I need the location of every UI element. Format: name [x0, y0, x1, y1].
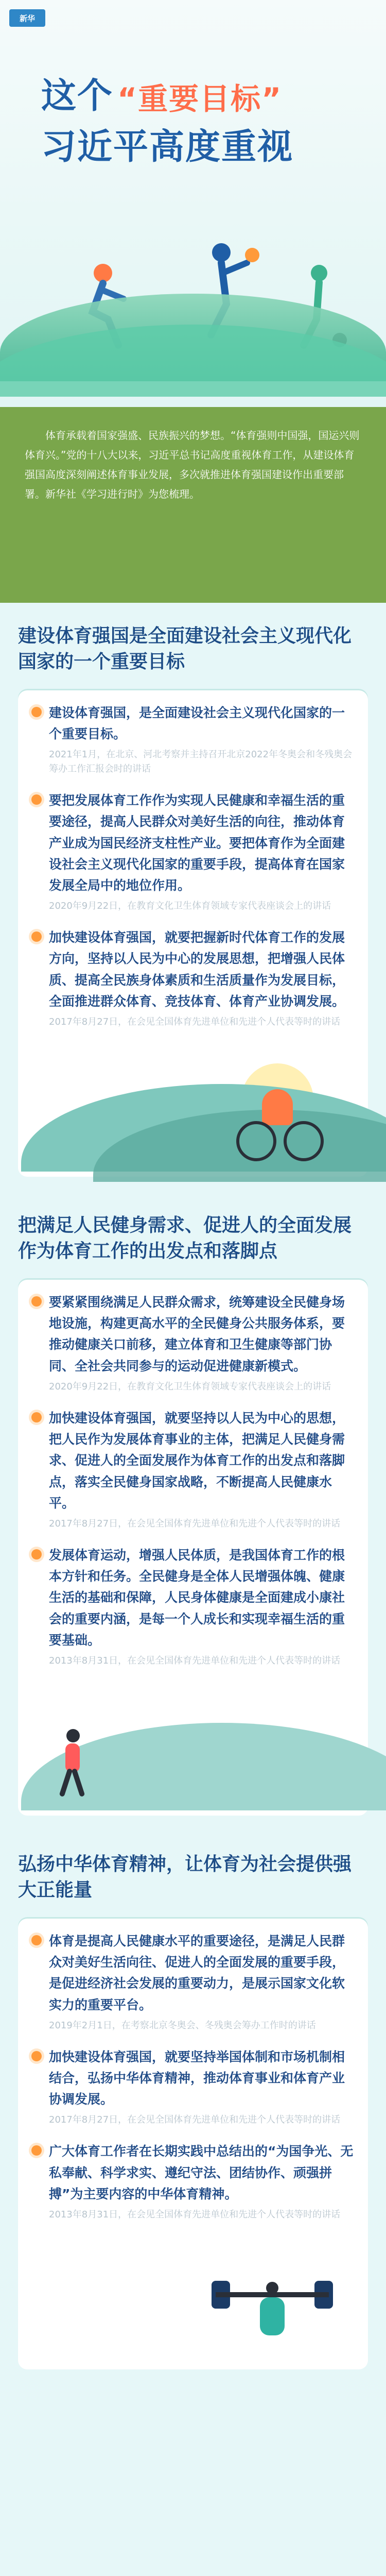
brand-logo: 新华 [9, 9, 45, 27]
section-2-item-2 [31, 1408, 355, 1531]
cyclist-rider-icon [262, 1089, 293, 1125]
section-1 [18, 623, 368, 1177]
weightlifter-body-icon [260, 2297, 285, 2335]
quote-text: 加快建设体育强国，就要坚持举国体制和市场机制相结合，弘扬中华体育精神，推动体育事业和体育产业协调发展。 [49, 2049, 345, 2107]
quote-source: 2013年8月31日，在会见全国体育先进单位和先进个人代表等时的讲话 [49, 1655, 341, 1667]
bullet-dot-icon [31, 794, 42, 805]
quote-source: 2017年8月27日，在会见全国体育先进单位和先进个人代表等时的讲话 [49, 2114, 341, 2126]
bullet-dot-icon [31, 1935, 42, 1945]
bike-wheel-icon [284, 1121, 324, 1161]
section-1-item-2 [31, 790, 355, 913]
runner-icon [52, 1723, 93, 1795]
section-3-illustration [31, 2235, 355, 2364]
bullet-dot-icon [31, 1549, 42, 1560]
quote-text: 加快建设体育强国，就要把握新时代体育工作的发展方向，坚持以人民为中心的发展思想，把增强人民体质、提高全民族身体素质和生活质量作为发展目标，全面推进群众体育、竞技体育、体育产业协调发展。 [49, 930, 345, 1009]
quote-source: 2021年1月，在北京、河北考察并主持召开北京2022年冬奥会和冬残奥会筹办工作汇报会时的讲话 [49, 749, 353, 775]
quote-source: 2017年8月27日，在会见全国体育先进单位和先进个人代表等时的讲话 [49, 1016, 341, 1028]
quote-source: 2020年9月22日，在教育文化卫生体育领域专家代表座谈会上的讲话 [49, 901, 331, 912]
bullet-dot-icon [31, 2051, 42, 2061]
runner-body-icon [65, 1743, 80, 1772]
quote-text: 加快建设体育强国，就要坚持以人民为中心的思想，把人民作为发展体育事业的主体，把满足人民健身需求、促进人的全面发展作为体育工作的出发点和落脚点，落实全民健身国家战略，不断提高人民健康水平。 [49, 1410, 345, 1511]
runner-leg-icon [72, 1768, 85, 1797]
title-line-1 [41, 77, 360, 116]
runner-leg-icon [59, 1768, 73, 1797]
section-1-illustration [31, 1043, 355, 1172]
bullet-dot-icon [31, 2145, 42, 2156]
quote-text: 要把发展体育工作作为实现人民健康和幸福生活的重要途径，提高人民群众对美好生活的向往，推动体育产业成为国民经济支柱性产业。要把体育作为全面建设社会主义现代化国家的重要手段，提高体育在国家发展全局中的地位作用。 [49, 793, 345, 893]
section-2-item-1 [31, 1292, 355, 1394]
section-3-item-2 [31, 2046, 355, 2128]
quote-text: 广大体育工作者在长期实践中总结出的“为国争光、无私奉献、科学求实、遵纪守法、团结协作、顽强拼搏”为主要内容的中华体育精神。 [49, 2144, 354, 2201]
section-3-card [18, 1917, 368, 2369]
bullet-dot-icon [31, 1412, 42, 1422]
section-2-item-3 [31, 1545, 355, 1668]
section-2-illustration [31, 1682, 355, 1810]
quote-source: 2013年8月31日，在会见全国体育先进单位和先进个人代表等时的讲话 [49, 2209, 341, 2221]
title-line-1-quote: “重要目标” [117, 81, 283, 116]
weightlifter-icon [216, 2277, 329, 2338]
section-1-item-3 [31, 927, 355, 1029]
bullet-dot-icon [31, 1296, 42, 1307]
section-2-card [18, 1278, 368, 1816]
weightlifter-head-icon [266, 2282, 278, 2294]
section-2-title: 把满足人民健身需求、促进人的全面发展作为体育工作的出发点和落脚点 [18, 1215, 352, 1262]
quote-source: 2017年8月27日，在会见全国体育先进单位和先进个人代表等时的讲话 [49, 1518, 341, 1530]
section-3 [18, 1852, 368, 2369]
hero-illustration [0, 227, 386, 381]
bullet-dot-icon [31, 931, 42, 942]
quote-text: 体育是提高人民健康水平的重要途径，是满足人民群众对美好生活向往、促进人的全面发展的重要手段，是促进经济社会发展的重要动力，是展示国家文化软实力的重要平台。 [49, 1933, 345, 2012]
quote-text: 发展体育运动，增强人民体质，是我国体育工作的根本方针和任务。全民健身是全体人民增强体魄、健康生活的基础和保障，人民身体健康是全面建成小康社会的重要内涵，是每一个人成长和实现幸福生活的重要基础。 [49, 1547, 345, 1648]
section-1-card [18, 689, 368, 1177]
runner-head-icon [66, 1729, 80, 1742]
quote-source: 2020年9月22日，在教育文化卫生体育领域专家代表座谈会上的讲话 [49, 1381, 331, 1392]
quote-text: 要紧紧围绕满足人民群众需求，统筹建设全民健身场地设施，构建更高水平的全民健身公共服务体系，要推动健康关口前移，建立体育和卫生健康等部门协同、全社会共同参与的运动促进健康新模式。 [49, 1294, 345, 1374]
hero [0, 0, 386, 500]
title-line-2: 习近平高度重视 [41, 126, 294, 167]
bike-wheel-icon [236, 1121, 276, 1161]
section-1-title: 建设体育强国是全面建设社会主义现代化国家的一个重要目标 [18, 625, 352, 673]
section-3-title: 弘扬中华体育精神，让体育为社会提供强大正能量 [18, 1854, 352, 1901]
cyclist-icon [236, 1089, 324, 1161]
bullet-dot-icon [31, 707, 42, 717]
section-3-item-1 [31, 1930, 355, 2033]
title-block [41, 77, 360, 167]
quote-text: 建设体育强国，是全面建设社会主义现代化国家的一个重要目标。 [49, 705, 345, 742]
intro-text: 体育承载着国家强盛、民族振兴的梦想。“体育强则中国强，国运兴则体育兴。”党的十八大以来，习近平总书记高度重视体育工作，从建设体育强国高度深刻阐述体育事业发展，多次就推进体育强国建设作出重要部署。新华社《学习进行时》为您梳理。 [25, 429, 360, 500]
title-line-1-prefix: 这个 [41, 76, 114, 116]
quote-source: 2019年2月1日，在考察北京冬奥会、冬残奥会筹办工作时的讲话 [49, 2020, 316, 2031]
intro-block [0, 407, 386, 603]
section-1-item-1 [31, 702, 355, 776]
section-2 [18, 1213, 368, 1816]
section-3-item-3 [31, 2141, 355, 2222]
